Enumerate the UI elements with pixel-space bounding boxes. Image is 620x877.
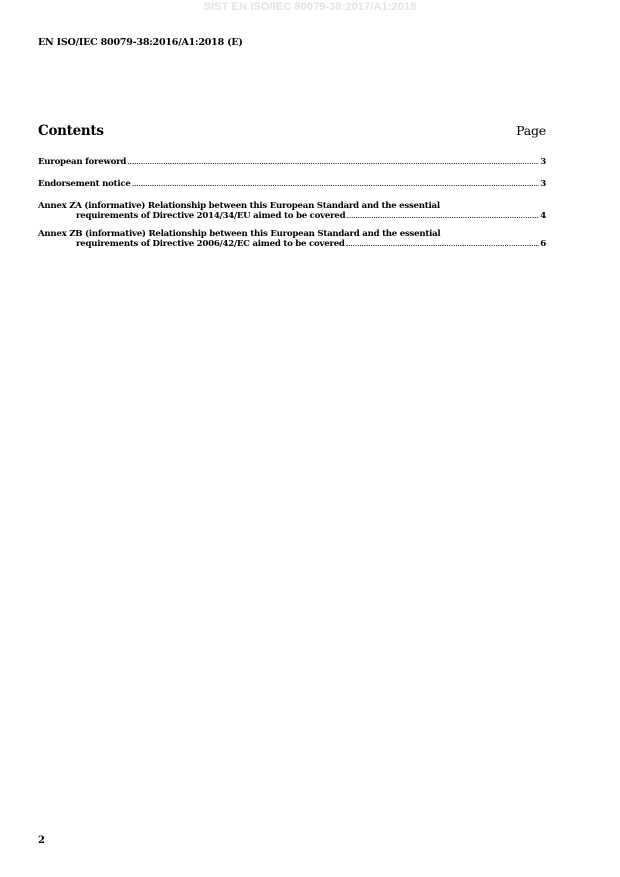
table-of-contents	[38, 157, 546, 249]
toc-entry-title: Annex ZB (informative) Relationship between this European Standard and the essential	[38, 229, 441, 239]
toc-leader-dots	[127, 157, 539, 167]
toc-entry-page: 6	[540, 239, 546, 249]
toc-entry-european-foreword[interactable]	[38, 157, 546, 167]
contents-heading-row	[38, 123, 546, 139]
toc-entry-title: Endorsement notice	[38, 179, 131, 189]
watermark-text: SIST EN ISO/IEC 80079-38:2017/A1:2018	[203, 1, 417, 13]
toc-entry-endorsement-notice[interactable]	[38, 179, 546, 189]
toc-leader-dots	[346, 211, 539, 221]
toc-entry-annex-zb[interactable]	[38, 229, 546, 249]
toc-entry-page: 3	[540, 179, 546, 189]
toc-leader-dots	[132, 179, 540, 189]
toc-entry-page: 4	[540, 211, 546, 221]
page-number: 2	[38, 835, 45, 846]
toc-entry-title: Annex ZA (informative) Relationship between this European Standard and the essential	[38, 201, 440, 211]
contents-title: Contents	[38, 123, 104, 139]
document-header: EN ISO/IEC 80079-38:2016/A1:2018 (E)	[38, 37, 243, 48]
toc-entry-page: 3	[540, 157, 546, 167]
toc-entry-title-continued: requirements of Directive 2014/34/EU aimed to be covered	[76, 211, 346, 221]
toc-entry-title-continued: requirements of Directive 2006/42/EC aimed to be covered	[76, 239, 345, 249]
toc-entry-title: European foreword	[38, 157, 127, 167]
toc-leader-dots	[346, 239, 540, 249]
page-column-label: Page	[516, 123, 546, 138]
toc-entry-annex-za[interactable]	[38, 201, 546, 221]
